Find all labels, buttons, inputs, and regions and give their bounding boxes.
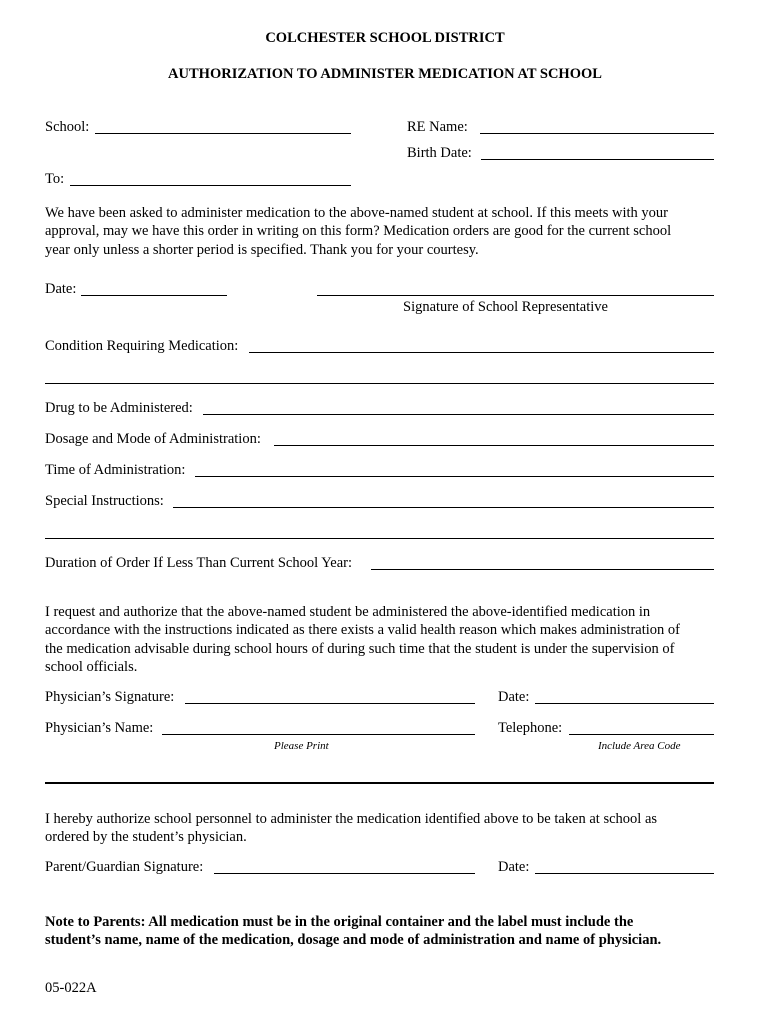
telephone-field[interactable] bbox=[569, 734, 714, 735]
condition-field-line-2[interactable] bbox=[45, 383, 714, 384]
section-divider bbox=[45, 782, 714, 784]
intro-line: We have been asked to administer medication to the above-named student at school. If this meets with your bbox=[45, 205, 668, 221]
physician-date-label: Date: bbox=[498, 689, 530, 705]
school-label: School: bbox=[45, 119, 90, 135]
include-area-code-hint: Include Area Code bbox=[598, 740, 681, 752]
physician-auth-line: school officials. bbox=[45, 658, 138, 675]
drug-label: Drug to be Administered: bbox=[45, 400, 193, 416]
birth-date-field[interactable] bbox=[481, 159, 714, 160]
physician-auth-line: I request and authorize that the above-named student be administered the above-identified medication in bbox=[45, 604, 651, 620]
school-rep-signature-field[interactable] bbox=[317, 295, 714, 296]
special-instructions-field[interactable] bbox=[173, 507, 714, 508]
condition-label: Condition Requiring Medication: bbox=[45, 338, 239, 354]
physician-name-label: Physician’s Name: bbox=[45, 720, 154, 736]
special-instructions-field-line-2[interactable] bbox=[45, 538, 714, 539]
note-to-parents bbox=[45, 913, 745, 950]
date-label: Date: bbox=[45, 281, 77, 297]
district-title: COLCHESTER SCHOOL DISTRICT bbox=[265, 30, 505, 46]
school-field[interactable] bbox=[95, 133, 351, 134]
time-label: Time of Administration: bbox=[45, 462, 186, 478]
physician-auth-line: accordance with the instructions indicated as there exists a valid health reason which makes administration of bbox=[45, 622, 680, 639]
re-name-field[interactable] bbox=[480, 133, 714, 134]
parent-auth-line: ordered by the student’s physician. bbox=[45, 829, 247, 846]
please-print-hint: Please Print bbox=[274, 740, 329, 752]
re-name-label: RE Name: bbox=[407, 119, 468, 135]
duration-label: Duration of Order If Less Than Current School Year: bbox=[45, 555, 352, 571]
physician-signature-field[interactable] bbox=[185, 703, 475, 704]
dosage-field[interactable] bbox=[274, 445, 714, 446]
school-rep-signature-label: Signature of School Representative bbox=[403, 299, 608, 315]
parent-auth-line: I hereby authorize school personnel to administer the medication identified above to be taken at school as bbox=[45, 811, 658, 827]
condition-field[interactable] bbox=[249, 352, 714, 353]
parent-date-label: Date: bbox=[498, 859, 530, 875]
parent-signature-label: Parent/Guardian Signature: bbox=[45, 859, 204, 875]
to-field[interactable] bbox=[70, 185, 351, 186]
intro-line: approval, may we have this order in writing on this form? Medication orders are good for the current school bbox=[45, 223, 672, 240]
note-line: student’s name, name of the medication, dosage and mode of administration and name of physician. bbox=[45, 932, 662, 949]
parent-authorization-paragraph bbox=[45, 810, 735, 847]
note-line: Note to Parents: All medication must be in the original container and the label must include the bbox=[45, 914, 634, 930]
form-title: AUTHORIZATION TO ADMINISTER MEDICATION AT SCHOOL bbox=[168, 66, 602, 82]
date-field[interactable] bbox=[81, 295, 227, 296]
physician-auth-line: the medication advisable during school hours of during such time that the student is under the supervision of bbox=[45, 640, 675, 657]
dosage-label: Dosage and Mode of Administration: bbox=[45, 431, 261, 447]
duration-field[interactable] bbox=[371, 569, 714, 570]
physician-signature-label: Physician’s Signature: bbox=[45, 689, 175, 705]
birth-date-label: Birth Date: bbox=[407, 145, 472, 161]
physician-name-field[interactable] bbox=[162, 734, 475, 735]
parent-date-field[interactable] bbox=[535, 873, 714, 874]
intro-paragraph bbox=[45, 204, 735, 259]
special-instructions-label: Special Instructions: bbox=[45, 493, 164, 509]
to-label: To: bbox=[45, 171, 65, 187]
telephone-label: Telephone: bbox=[498, 720, 563, 736]
physician-date-field[interactable] bbox=[535, 703, 714, 704]
drug-field[interactable] bbox=[203, 414, 714, 415]
time-field[interactable] bbox=[195, 476, 714, 477]
form-number: 05-022A bbox=[45, 980, 97, 996]
physician-authorization-paragraph bbox=[45, 603, 735, 676]
intro-line: year only unless a shorter period is specified. Thank you for your courtesy. bbox=[45, 241, 479, 258]
parent-signature-field[interactable] bbox=[214, 873, 475, 874]
